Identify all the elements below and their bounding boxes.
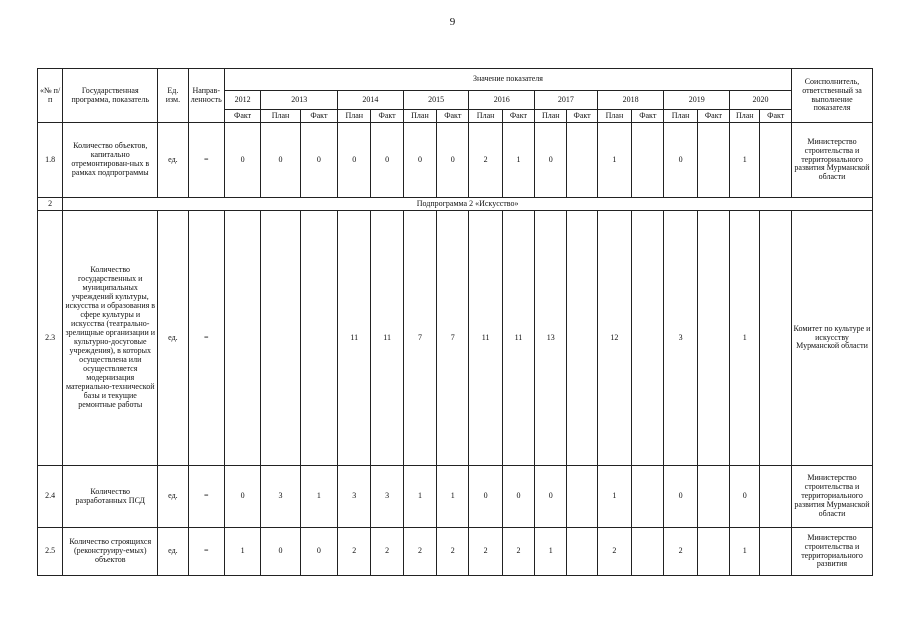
row-number: 2 bbox=[38, 198, 63, 211]
value-cell: 1 bbox=[730, 211, 760, 466]
value-cell: 2 bbox=[502, 528, 534, 576]
year-2013: 2013 bbox=[261, 91, 338, 110]
header-value: Значение показателя bbox=[224, 69, 791, 91]
value-cell: 3 bbox=[664, 211, 697, 466]
value-cell bbox=[567, 211, 597, 466]
indicator-name: Количество объектов, капитально отремонтирован-ных в рамках подпрограммы bbox=[63, 123, 158, 198]
value-cell: 0 bbox=[664, 123, 697, 198]
value-cell bbox=[224, 211, 260, 466]
year-2014: 2014 bbox=[338, 91, 404, 110]
fact-label: Факт bbox=[224, 110, 260, 123]
value-cell: 11 bbox=[469, 211, 502, 466]
year-2018: 2018 bbox=[597, 91, 664, 110]
value-cell bbox=[261, 211, 300, 466]
row-number: 2.3 bbox=[38, 211, 63, 466]
unit-cell: ед. bbox=[158, 211, 188, 466]
value-cell bbox=[760, 211, 792, 466]
direction-cell: = bbox=[188, 211, 224, 466]
value-cell bbox=[632, 123, 664, 198]
value-cell: 3 bbox=[261, 466, 300, 528]
plan-label: План bbox=[338, 110, 371, 123]
direction-cell: = bbox=[188, 466, 224, 528]
plan-label: План bbox=[261, 110, 300, 123]
value-cell: 0 bbox=[535, 466, 567, 528]
value-cell bbox=[697, 123, 729, 198]
value-cell: 1 bbox=[224, 528, 260, 576]
value-cell: 1 bbox=[502, 123, 534, 198]
value-cell bbox=[632, 466, 664, 528]
year-2020: 2020 bbox=[730, 91, 792, 110]
header-num: «№ п/п bbox=[38, 69, 63, 123]
fact-label: Факт bbox=[300, 110, 337, 123]
fact-label: Факт bbox=[760, 110, 792, 123]
value-cell: 0 bbox=[664, 466, 697, 528]
plan-label: План bbox=[469, 110, 502, 123]
value-cell bbox=[567, 528, 597, 576]
year-2016: 2016 bbox=[469, 91, 535, 110]
row-number: 2.4 bbox=[38, 466, 63, 528]
value-cell: 1 bbox=[535, 528, 567, 576]
value-cell: 1 bbox=[437, 466, 469, 528]
year-2019: 2019 bbox=[664, 91, 730, 110]
value-cell bbox=[300, 211, 337, 466]
value-cell: 2 bbox=[597, 528, 631, 576]
plan-label: План bbox=[535, 110, 567, 123]
value-cell: 2 bbox=[469, 123, 502, 198]
year-2012: 2012 bbox=[224, 91, 260, 110]
value-cell bbox=[697, 211, 729, 466]
fact-label: Факт bbox=[502, 110, 534, 123]
indicator-table bbox=[37, 68, 873, 576]
value-cell: 2 bbox=[403, 528, 436, 576]
value-cell bbox=[632, 211, 664, 466]
value-cell: 0 bbox=[469, 466, 502, 528]
indicator-name: Количество разработанных ПСД bbox=[63, 466, 158, 528]
value-cell bbox=[760, 466, 792, 528]
value-cell: 0 bbox=[403, 123, 436, 198]
value-cell bbox=[632, 528, 664, 576]
indicator-name: Количество государственных и муниципальных учреждений культуры, искусства и образования в сфере культуры и искусства (театрально-зрелищные организации и культурно-досуговые учреждения), в которых осуществлена или осуществляется модернизация материально-технической базы и текущие ремонтные работы bbox=[63, 211, 158, 466]
responsible-cell: Комитет по культуре и искусству Мурманской области bbox=[792, 211, 873, 466]
header-unit: Ед. изм. bbox=[158, 69, 188, 123]
value-cell: 1 bbox=[597, 466, 631, 528]
value-cell bbox=[760, 123, 792, 198]
value-cell: 0 bbox=[300, 528, 337, 576]
value-cell: 1 bbox=[730, 528, 760, 576]
plan-label: План bbox=[730, 110, 760, 123]
value-cell bbox=[567, 466, 597, 528]
unit-cell: ед. bbox=[158, 123, 188, 198]
page-number: 9 bbox=[449, 16, 456, 28]
header-program: Государственная программа, показатель bbox=[63, 69, 158, 123]
unit-cell: ед. bbox=[158, 528, 188, 576]
value-cell: 11 bbox=[338, 211, 371, 466]
value-cell: 13 bbox=[535, 211, 567, 466]
value-cell: 0 bbox=[261, 528, 300, 576]
year-2015: 2015 bbox=[403, 91, 469, 110]
header-direction: Направ-ленность bbox=[188, 69, 224, 123]
value-cell: 11 bbox=[371, 211, 403, 466]
row-number: 2.5 bbox=[38, 528, 63, 576]
value-cell: 0 bbox=[730, 466, 760, 528]
value-cell bbox=[697, 528, 729, 576]
value-cell: 0 bbox=[224, 123, 260, 198]
indicator-name: Количество строящихся (реконструиру-емых) объектов bbox=[63, 528, 158, 576]
year-2017: 2017 bbox=[535, 91, 598, 110]
fact-label: Факт bbox=[371, 110, 403, 123]
table-row bbox=[38, 528, 873, 576]
value-cell: 0 bbox=[338, 123, 371, 198]
fact-label: Факт bbox=[697, 110, 729, 123]
direction-cell: = bbox=[188, 528, 224, 576]
value-cell: 1 bbox=[300, 466, 337, 528]
value-cell: 2 bbox=[469, 528, 502, 576]
value-cell: 0 bbox=[437, 123, 469, 198]
value-cell: 3 bbox=[338, 466, 371, 528]
responsible-cell: Министерство строительства и территориального развития Мурманской области bbox=[792, 466, 873, 528]
row-number: 1.8 bbox=[38, 123, 63, 198]
value-cell: 1 bbox=[730, 123, 760, 198]
table-row bbox=[38, 198, 873, 211]
direction-cell: = bbox=[188, 123, 224, 198]
table-row bbox=[38, 123, 873, 198]
unit-cell: ед. bbox=[158, 466, 188, 528]
value-cell: 2 bbox=[338, 528, 371, 576]
value-cell: 0 bbox=[261, 123, 300, 198]
value-cell: 7 bbox=[437, 211, 469, 466]
responsible-cell: Министерство строительства и территориального развития bbox=[792, 528, 873, 576]
value-cell: 2 bbox=[371, 528, 403, 576]
plan-label: План bbox=[597, 110, 631, 123]
subprogram-title: Подпрограмма 2 «Искусство» bbox=[63, 198, 873, 211]
fact-label: Факт bbox=[567, 110, 597, 123]
value-cell bbox=[760, 528, 792, 576]
table-row bbox=[38, 466, 873, 528]
value-cell bbox=[567, 123, 597, 198]
plan-label: План bbox=[664, 110, 697, 123]
value-cell: 1 bbox=[403, 466, 436, 528]
value-cell: 7 bbox=[403, 211, 436, 466]
fact-label: Факт bbox=[437, 110, 469, 123]
value-cell: 3 bbox=[371, 466, 403, 528]
plan-label: План bbox=[403, 110, 436, 123]
responsible-cell: Министерство строительства и территориального развития Мурманской области bbox=[792, 123, 873, 198]
value-cell: 2 bbox=[437, 528, 469, 576]
value-cell: 0 bbox=[502, 466, 534, 528]
value-cell: 11 bbox=[502, 211, 534, 466]
value-cell: 0 bbox=[300, 123, 337, 198]
header-coexecutor: Соисполнитель, ответственный за выполнение показателя bbox=[792, 69, 873, 123]
fact-label: Факт bbox=[632, 110, 664, 123]
table-row bbox=[38, 211, 873, 466]
value-cell bbox=[697, 466, 729, 528]
value-cell: 0 bbox=[224, 466, 260, 528]
value-cell: 1 bbox=[597, 123, 631, 198]
value-cell: 0 bbox=[535, 123, 567, 198]
value-cell: 12 bbox=[597, 211, 631, 466]
value-cell: 0 bbox=[371, 123, 403, 198]
value-cell: 2 bbox=[664, 528, 697, 576]
